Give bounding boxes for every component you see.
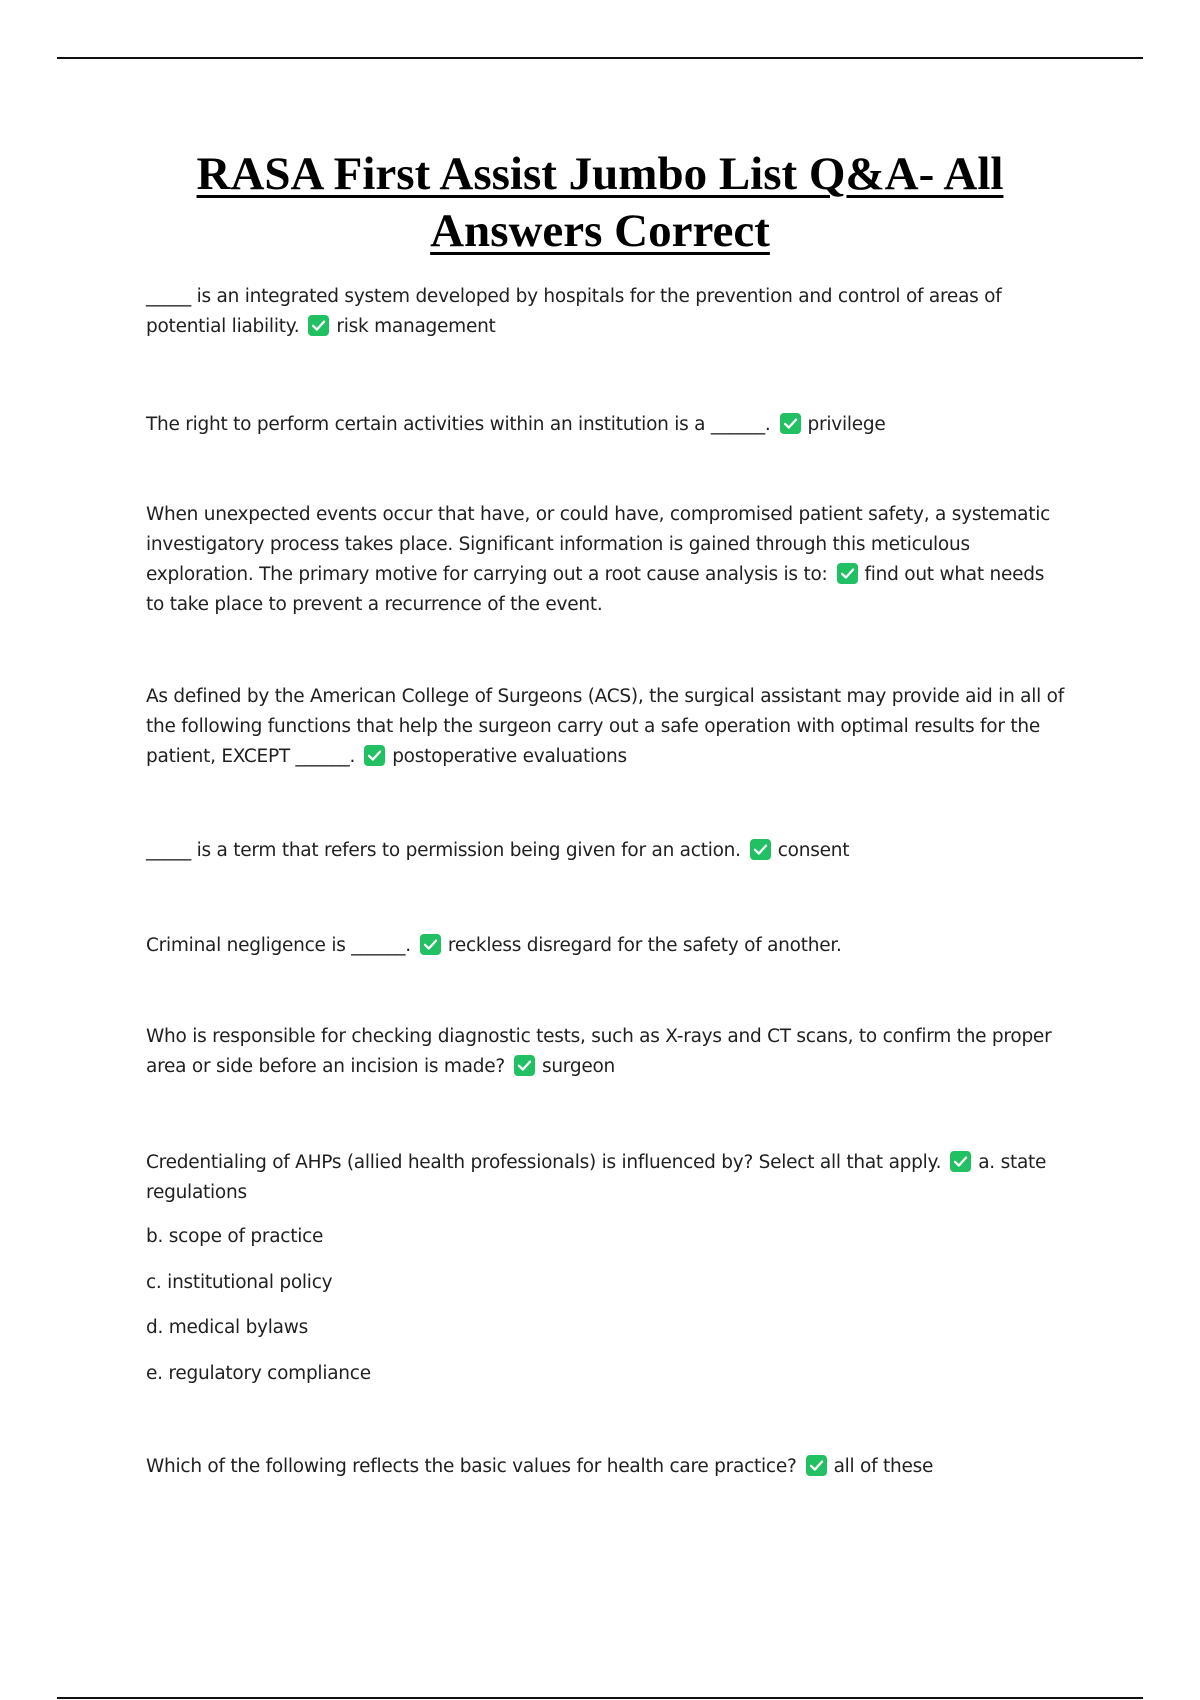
- option-c: c. institutional policy: [146, 1272, 333, 1293]
- option-b: b. scope of practice: [146, 1226, 324, 1247]
- title-line-2: Answers Correct: [430, 205, 770, 257]
- bottom-rule: [57, 1697, 1143, 1699]
- option-e: e. regulatory compliance: [146, 1363, 371, 1384]
- qa-item-4: [146, 682, 1066, 772]
- document-title: [100, 146, 1100, 260]
- qa-item-9: [146, 1452, 1066, 1482]
- answer-text: surgeon: [541, 1056, 616, 1077]
- question-text: _____ is a term that refers to permission being given for an action.: [146, 840, 741, 861]
- check-box-icon: [308, 315, 329, 336]
- qa-item-2: [146, 410, 1066, 440]
- top-rule: [57, 57, 1143, 59]
- check-box-icon: [750, 839, 771, 860]
- qa-item-3: [146, 500, 1066, 620]
- question-text: Credentialing of AHPs (allied health professionals) is influenced by? Select all that apply.: [146, 1152, 942, 1173]
- check-box-icon: [514, 1055, 535, 1076]
- option-d: d. medical bylaws: [146, 1317, 309, 1338]
- question-text: As defined by the American College of Surgeons (ACS), the surgical assistant may provide aid in all of the following functions that help the surgeon carry out a safe operation with optimal results for the patient, EXCEPT ______.: [146, 686, 1065, 767]
- question-text: _____ is an integrated system developed by hospitals for the prevention and control of areas of potential liability.: [146, 286, 1002, 337]
- answer-text: all of these: [833, 1456, 934, 1477]
- check-box-icon: [420, 934, 441, 955]
- question-text: Which of the following reflects the basic values for health care practice?: [146, 1456, 797, 1477]
- qa-item-5: [146, 836, 1066, 866]
- answer-text: postoperative evaluations: [392, 746, 627, 767]
- answer-text: consent: [777, 840, 850, 861]
- question-text: Criminal negligence is ______.: [146, 935, 411, 956]
- check-box-icon: [837, 563, 858, 584]
- question-text: Who is responsible for checking diagnostic tests, such as X-rays and CT scans, to confirm the proper area or side before an incision is made?: [146, 1026, 1052, 1077]
- qa-item-1: [146, 282, 1066, 342]
- check-box-icon: [806, 1455, 827, 1476]
- answer-text: reckless disregard for the safety of another.: [447, 935, 842, 956]
- check-box-icon: [364, 745, 385, 766]
- question-text: When unexpected events occur that have, or could have, compromised patient safety, a systematic investigatory process takes place. Significant information is gained through this meticulous exploration. The primary motive for carrying out a root cause analysis is to:: [146, 504, 1051, 585]
- check-box-icon: [950, 1151, 971, 1172]
- answer-text: find out what needs to take place to prevent a recurrence of the event.: [146, 564, 1045, 615]
- answer-text: privilege: [807, 414, 886, 435]
- qa-item-6: [146, 931, 1066, 961]
- question-text: The right to perform certain activities within an institution is a ______.: [146, 414, 771, 435]
- answer-text: a. state regulations: [146, 1152, 1047, 1203]
- qa-item-7: [146, 1022, 1066, 1082]
- title-line-1: RASA First Assist Jumbo List Q&A- All: [196, 148, 1004, 200]
- qa-item-8: [146, 1148, 1066, 1208]
- answer-text: risk management: [336, 316, 496, 337]
- check-box-icon: [780, 413, 801, 434]
